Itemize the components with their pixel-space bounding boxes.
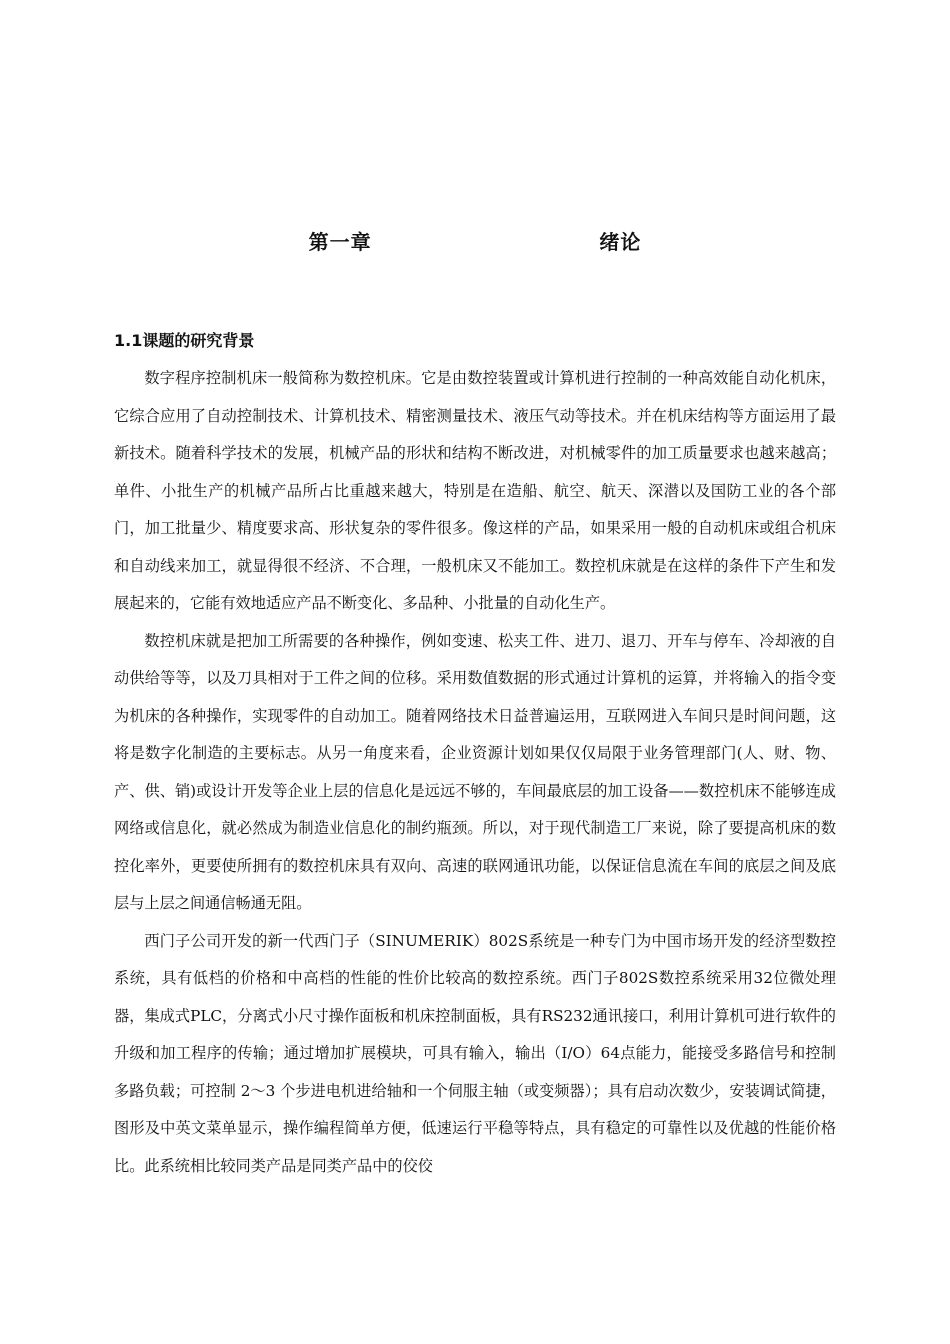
section-heading: 1.1课题的研究背景 [114,331,255,350]
paragraph: 西门子公司开发的新一代西门子（SINUMERIK）802S系统是一种专门为中国市场开发的经济型数控系统，具有低档的价格和中高档的性能的性价比较高的数控系统。西门子802S数控系统采用32位微处理器，集成式PLC，分离式小尺寸操作面板和机床控制面板，具有RS232通讯接口，利用计算机可进行软件的升级和加工程序的传输；通过增加扩展模块，可具有输入，输出（I/O）64点能力，能接受多路信号和控制多路负载；可控制 2～3 个步进电机进给轴和一个伺服主轴（或变频器）；具有启动次数少，安装调试简捷，图形及中英文菜单显示，操作编程简单方便，低速运行平稳等特点，具有稳定的可靠性以及优越的性能价格比。此系统相比较同类产品是同类产品中的佼佼 [114,931,836,1175]
paragraph: 数控机床就是把加工所需要的各种操作，例如变速、松夹工件、进刀、退刀、开车与停车、冷却液的自动供给等等，以及刀具相对于工件之间的位移。采用数值数据的形式通过计算机的运算，并将输入的指令变为机床的各种操作，实现零件的自动加工。随着网络技术日益普遍运用，互联网进入车间只是时间问题，这将是数字化制造的主要标志。从另一角度来看，企业资源计划如果仅仅局限于业务管理部门(人、财、物、产、供、销)或设计开发等企业上层的信息化是远远不够的，车间最底层的加工设备——数控机床不能够连成网络或信息化，就必然成为制造业信息化的制约瓶颈。所以，对于现代制造工厂来说，除了要提高机床的数控化率外，更要使所拥有的数控机床具有双向、高速的联网通讯功能，以保证信息流在车间的底层之间及底层与上层之间通信畅通无阻。 [114,631,836,912]
paragraph: 数字程序控制机床一般简称为数控机床。它是由数控装置或计算机进行控制的一种高效能自动化机床，它综合应用了自动控制技术、计算机技术、精密测量技术、液压气动等技术。并在机床结构等方面运用了最新技术。随着科学技术的发展，机械产品的形状和结构不断改进，对机械零件的加工质量要求也越来越高；单件、小批生产的机械产品所占比重越来越大，特别是在造船、航空、航天、深潜以及国防工业的各个部门，加工批量少、精度要求高、形状复杂的零件很多。像这样的产品，如果采用一般的自动机床或组合机床和自动线来加工，就显得很不经济、不合理，一般机床又不能加工。数控机床就是在这样的条件下产生和发展起来的，它能有效地适应产品不断变化、多品种、小批量的自动化生产。 [114,369,836,612]
body-text [114,360,836,1185]
chapter-title: 第一章 绪论 [308,230,642,254]
